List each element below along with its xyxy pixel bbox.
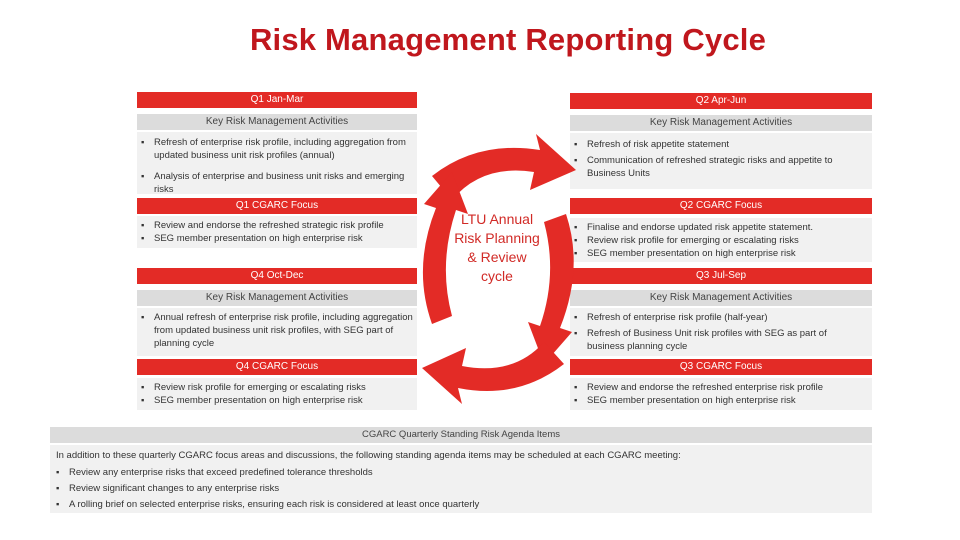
q1-focus-item: ▪ SEG member presentation on high enterprise risk xyxy=(141,233,363,244)
q2-focus-box xyxy=(570,218,872,262)
standing-item: ▪ A rolling brief on selected enterprise risks, ensuring each risk is considered at least once quarterly xyxy=(56,499,480,510)
standing-title: CGARC Quarterly Standing Risk Agenda Items xyxy=(50,427,872,443)
q4-focus-item: ▪ SEG member presentation on high enterprise risk xyxy=(141,395,363,406)
q1-focus-title: Q1 CGARC Focus xyxy=(137,198,417,214)
q1-activity: ▪ Analysis of enterprise and business unit risks and emerging risks xyxy=(141,171,405,195)
q3-focus-item: ▪ Review and endorse the refreshed enterprise risk profile xyxy=(574,382,824,393)
q2-focus-item: ▪ Finalise and endorse updated risk appetite statement. xyxy=(574,222,814,233)
q4-focus-item: ▪ Review risk profile for emerging or escalating risks xyxy=(141,382,366,393)
q3-activities-title: Key Risk Management Activities xyxy=(570,290,872,306)
q3-header: Q3 Jul-Sep xyxy=(570,268,872,284)
q4-activities-title: Key Risk Management Activities xyxy=(137,290,417,306)
q2-header: Q2 Apr-Jun xyxy=(570,93,872,109)
q1-activity: ▪ Refresh of enterprise risk profile, including aggregation from updated business unit risk profiles (annual) xyxy=(141,137,406,161)
q1-focus-box xyxy=(137,216,417,248)
standing-item: ▪ Review any enterprise risks that exceed predefined tolerance thresholds xyxy=(56,467,373,478)
q3-focus-item: ▪ SEG member presentation on high enterprise risk xyxy=(574,395,796,406)
page-title: Risk Management Reporting Cycle xyxy=(249,22,767,57)
q3-activity: ▪ Refresh of Business Unit risk profiles with SEG as part of business planning cycle xyxy=(574,328,827,352)
q1-header: Q1 Jan-Mar xyxy=(137,92,417,108)
q1-activities-title: Key Risk Management Activities xyxy=(137,114,417,130)
q4-activity: ▪ Annual refresh of enterprise risk profile, including aggregation from updated business unit risk profiles, with SEG part of planning cycle xyxy=(141,312,413,349)
q3-activities-box xyxy=(570,308,872,356)
q3-activity: ▪ Refresh of enterprise risk profile (half-year) xyxy=(574,312,768,323)
q2-activity: ▪ Communication of refreshed strategic risks and appetite to Business Units xyxy=(574,155,833,179)
standing-item: ▪ Review significant changes to any enterprise risks xyxy=(56,483,280,494)
q4-focus-title: Q4 CGARC Focus xyxy=(137,359,417,375)
q1-focus-item: ▪ Review and endorse the refreshed strategic risk profile xyxy=(141,220,384,231)
q3-focus-title: Q3 CGARC Focus xyxy=(570,359,872,375)
q2-activities-box xyxy=(570,133,872,189)
q4-focus-box xyxy=(137,378,417,410)
cycle-arrow-bottom xyxy=(422,342,564,404)
q2-focus-item: ▪ SEG member presentation on high enterprise risk xyxy=(574,248,796,259)
q2-focus-title: Q2 CGARC Focus xyxy=(570,198,872,214)
q2-activity: ▪ Refresh of risk appetite statement xyxy=(574,139,730,150)
q2-activities-title: Key Risk Management Activities xyxy=(570,115,872,131)
standing-box xyxy=(50,445,872,513)
standing-intro: In addition to these quarterly CGARC focus areas and discussions, the following standing agenda items may be scheduled at each CGARC meeting: xyxy=(56,450,681,461)
cycle-label: LTU Annual Risk Planning & Review cycle xyxy=(454,211,540,284)
q1-activities-box xyxy=(137,132,417,194)
q2-focus-item: ▪ Review risk profile for emerging or escalating risks xyxy=(574,235,799,246)
q3-focus-box xyxy=(570,378,872,410)
q4-activities-box xyxy=(137,308,417,356)
q4-header: Q4 Oct-Dec xyxy=(137,268,417,284)
